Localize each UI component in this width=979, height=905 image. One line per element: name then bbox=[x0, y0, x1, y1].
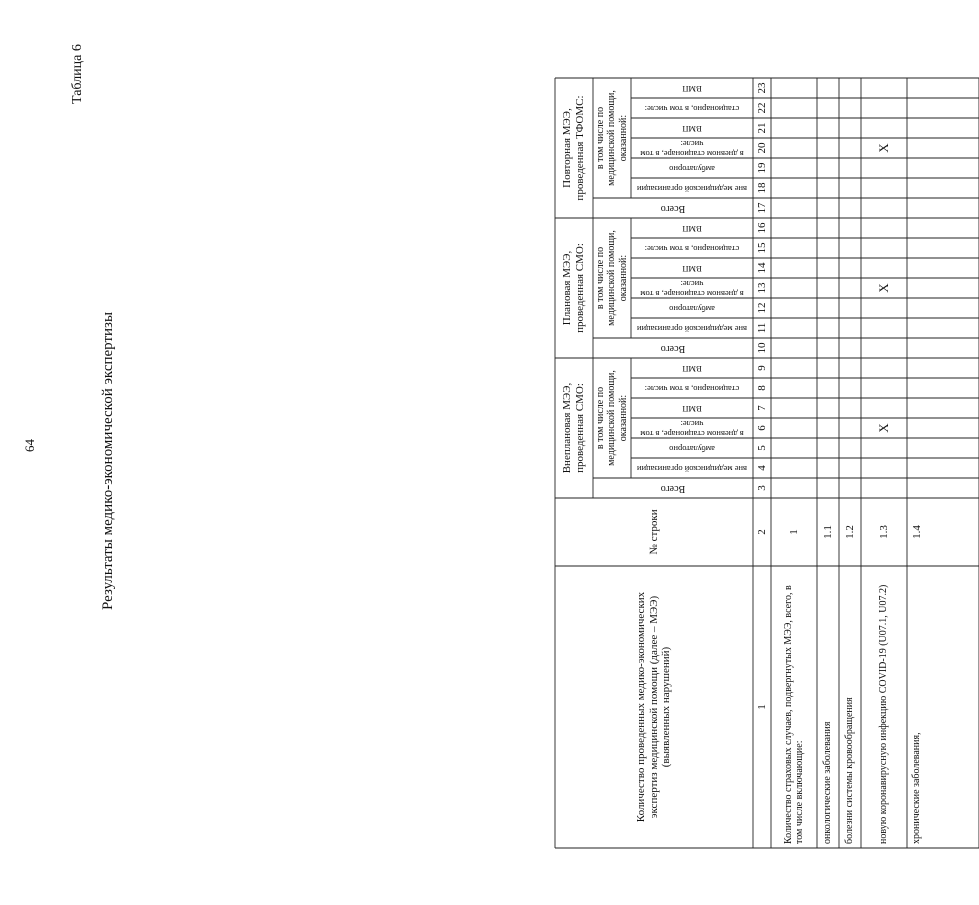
header-total: Всего bbox=[660, 202, 686, 214]
header-subcolumn: ВМП bbox=[682, 363, 702, 374]
header-subcolumn: ВМП bbox=[682, 263, 702, 274]
header-group: Плановая МЭЭ, проведенная СМО: bbox=[561, 243, 586, 333]
column-number: 21 bbox=[755, 122, 768, 134]
cell-mark: X bbox=[875, 423, 891, 433]
header-subcolumn: ВМП bbox=[682, 123, 702, 134]
header-subcolumn: ВМП bbox=[682, 223, 702, 234]
header-subcolumn: вне медицинской организации bbox=[636, 463, 748, 474]
header-row-label: Количество проведенных медико-экономических экспертиз медицинской помощи (далее – МЭЭ) (выявленных нарушений) bbox=[635, 591, 673, 823]
header-subcolumn: в дневном стационаре, в том числе: bbox=[640, 139, 744, 159]
header-subcolumn: в дневном стационаре, в том числе: bbox=[640, 279, 744, 299]
header-total: Всего bbox=[660, 482, 686, 494]
column-number: 4 bbox=[755, 465, 768, 471]
row-label: Количество страховых случаев, подвергнутых МЭЭ, всего, в том числе включающие: bbox=[782, 585, 805, 844]
header-subcolumn: стационарно, в том числе: bbox=[644, 383, 740, 394]
header-group: Внеплановая МЭЭ, проведенная СМО: bbox=[561, 382, 586, 474]
cell-mark: X bbox=[875, 283, 891, 293]
row-label: онкологические заболевания bbox=[822, 721, 834, 844]
header-incl: в том числе по медицинской помощи, оказанной: bbox=[594, 370, 629, 466]
column-number: 23 bbox=[755, 82, 768, 94]
column-number: 8 bbox=[755, 385, 768, 391]
header-group: Повторная МЭЭ, проведенная ТФОМС: bbox=[561, 95, 586, 201]
column-number: 10 bbox=[755, 342, 768, 354]
header-subcolumn: амбулаторно bbox=[669, 163, 715, 174]
row-label: новую коронавирусную инфекцию COVID-19 (U07.1, U07.2) bbox=[878, 584, 890, 844]
column-number: 12 bbox=[755, 302, 768, 314]
column-number: 18 bbox=[755, 182, 768, 194]
header-subcolumn: амбулаторно bbox=[669, 303, 715, 314]
column-number: 22 bbox=[755, 102, 768, 114]
row-line-number: 1.2 bbox=[843, 525, 856, 539]
results-table bbox=[555, 28, 979, 848]
column-number: 2 bbox=[755, 529, 768, 535]
column-number: 11 bbox=[755, 322, 768, 334]
column-number: 17 bbox=[755, 202, 768, 214]
header-subcolumn: стационарно, в том числе: bbox=[644, 103, 740, 114]
column-number: 7 bbox=[755, 405, 768, 411]
row-line-number: 1.4 bbox=[910, 525, 923, 539]
page-number: 64 bbox=[22, 439, 37, 452]
column-number: 16 bbox=[755, 222, 768, 234]
column-number: 3 bbox=[755, 485, 768, 491]
row-label: хронические заболевания, bbox=[911, 732, 923, 844]
header-incl: в том числе по медицинской помощи, оказанной: bbox=[594, 230, 629, 326]
column-number: 14 bbox=[755, 262, 768, 274]
row-line-number: 1 bbox=[787, 529, 800, 535]
header-subcolumn: стационарно, в том числе: bbox=[644, 243, 740, 254]
row-line-number: 1.3 bbox=[877, 525, 890, 539]
header-subcolumn: вне медицинской организации bbox=[636, 183, 748, 194]
column-number: 20 bbox=[755, 142, 768, 154]
header-subcolumn: ВМП bbox=[682, 403, 702, 414]
table-label: Таблица 6 bbox=[70, 44, 85, 104]
header-total: Всего bbox=[660, 342, 686, 354]
header-subcolumn: ВМП bbox=[682, 83, 702, 94]
cell-mark: X bbox=[875, 143, 891, 153]
row-line-number: 1.1 bbox=[821, 525, 834, 539]
column-number: 5 bbox=[755, 445, 768, 451]
header-incl: в том числе по медицинской помощи, оказанной: bbox=[594, 90, 629, 186]
row-label: болезни системы кровообращения bbox=[844, 697, 856, 844]
header-subcolumn: амбулаторно bbox=[669, 443, 715, 454]
header-line-number: № строки bbox=[647, 509, 660, 555]
page-title: Результаты медико-экономической экспертизы bbox=[100, 311, 116, 610]
column-number: 6 bbox=[755, 425, 768, 431]
column-number: 1 bbox=[755, 704, 768, 710]
column-number: 19 bbox=[755, 162, 768, 174]
header-subcolumn: в дневном стационаре, в том числе: bbox=[640, 419, 744, 439]
column-number: 15 bbox=[755, 242, 768, 254]
column-number: 13 bbox=[755, 282, 768, 294]
header-subcolumn: вне медицинской организации bbox=[636, 323, 748, 334]
column-number: 9 bbox=[755, 365, 768, 371]
